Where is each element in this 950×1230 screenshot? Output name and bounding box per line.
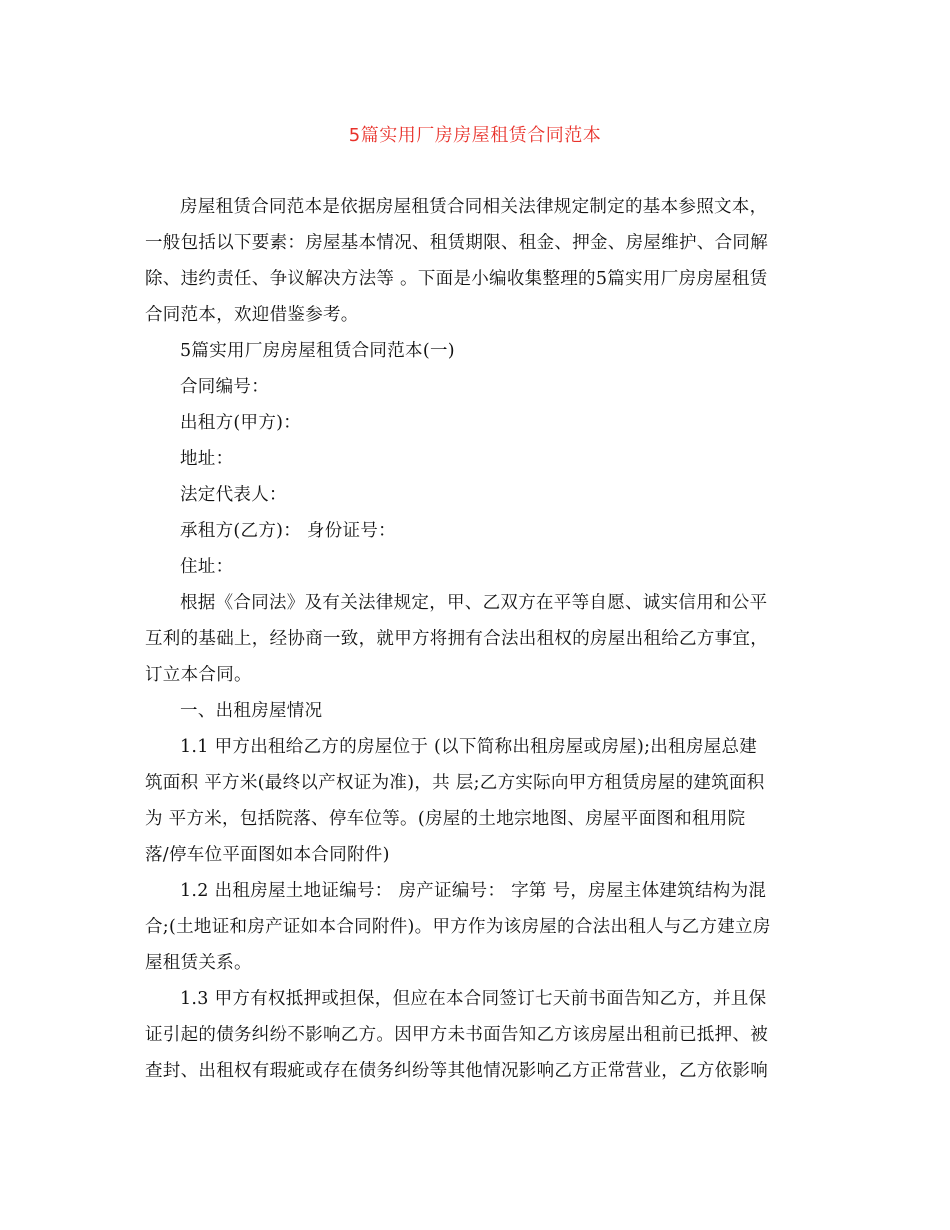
clause-line: 查封、出租权有瑕疵或存在债务纠纷等其他情况影响乙方正常营业，乙方依影响 xyxy=(145,1061,768,1081)
paragraph-line: 根据《合同法》及有关法律规定，甲、乙双方在平等自愿、诚实信用和公平 xyxy=(180,593,768,613)
lessor-label: 出租方(甲方)： xyxy=(180,413,302,433)
paragraph-line: 订立本合同。 xyxy=(145,665,252,685)
paragraph-line: 除、违约责任、争议解决方法等 。下面是小编收集整理的5篇实用厂房房屋租赁 xyxy=(145,269,768,289)
clause-line: 1.2 出租房屋土地证编号： 房产证编号： 字第 号，房屋主体建筑结构为混 xyxy=(180,881,767,901)
clause-line: 1.3 甲方有权抵押或担保，但应在本合同签订七天前书面告知乙方，并且保 xyxy=(180,989,767,1009)
clause-line: 1.1 甲方出租给乙方的房屋位于 (以下简称出租房屋或房屋);出租房屋总建 xyxy=(180,737,758,757)
paragraph-line: 一般包括以下要素：房屋基本情况、租赁期限、租金、押金、房屋维护、合同解 xyxy=(145,233,768,253)
clause-line: 证引起的债务纠纷不影响乙方。因甲方未书面告知乙方该房屋出租前已抵押、被 xyxy=(145,1025,768,1045)
clause-line: 屋租赁关系。 xyxy=(145,953,252,973)
residence-label: 住址： xyxy=(180,557,234,577)
clause-heading: 一、出租房屋情况 xyxy=(180,701,323,721)
paragraph-line: 房屋租赁合同范本是依据房屋租赁合同相关法律规定制定的基本参照文本， xyxy=(180,197,768,217)
paragraph-line: 合同范本，欢迎借鉴参考。 xyxy=(145,305,359,325)
clause-line: 为 平方米，包括院落、停车位等。(房屋的土地宗地图、房屋平面图和租用院 xyxy=(145,809,746,829)
legal-representative-label: 法定代表人： xyxy=(180,485,287,505)
clause-line: 筑面积 平方米(最终以产权证为准)，共 层;乙方实际向甲方租赁房屋的建筑面积 xyxy=(145,773,765,793)
contract-number-label: 合同编号： xyxy=(180,377,269,397)
paragraph-line: 互利的基础上，经协商一致，就甲方将拥有合法出租权的房屋出租给乙方事宜， xyxy=(145,629,768,649)
document-title: 5篇实用厂房房屋租赁合同范本 xyxy=(348,125,602,146)
clause-line: 合;(土地证和房产证如本合同附件)。甲方作为该房屋的合法出租人与乙方建立房 xyxy=(145,917,771,937)
address-label: 地址： xyxy=(180,449,234,469)
clause-line: 落/停车位平面图如本合同附件) xyxy=(145,845,390,865)
section-heading: 5篇实用厂房房屋租赁合同范本(一) xyxy=(180,341,455,361)
lessee-label: 承租方(乙方)： 身份证号： xyxy=(180,521,396,541)
